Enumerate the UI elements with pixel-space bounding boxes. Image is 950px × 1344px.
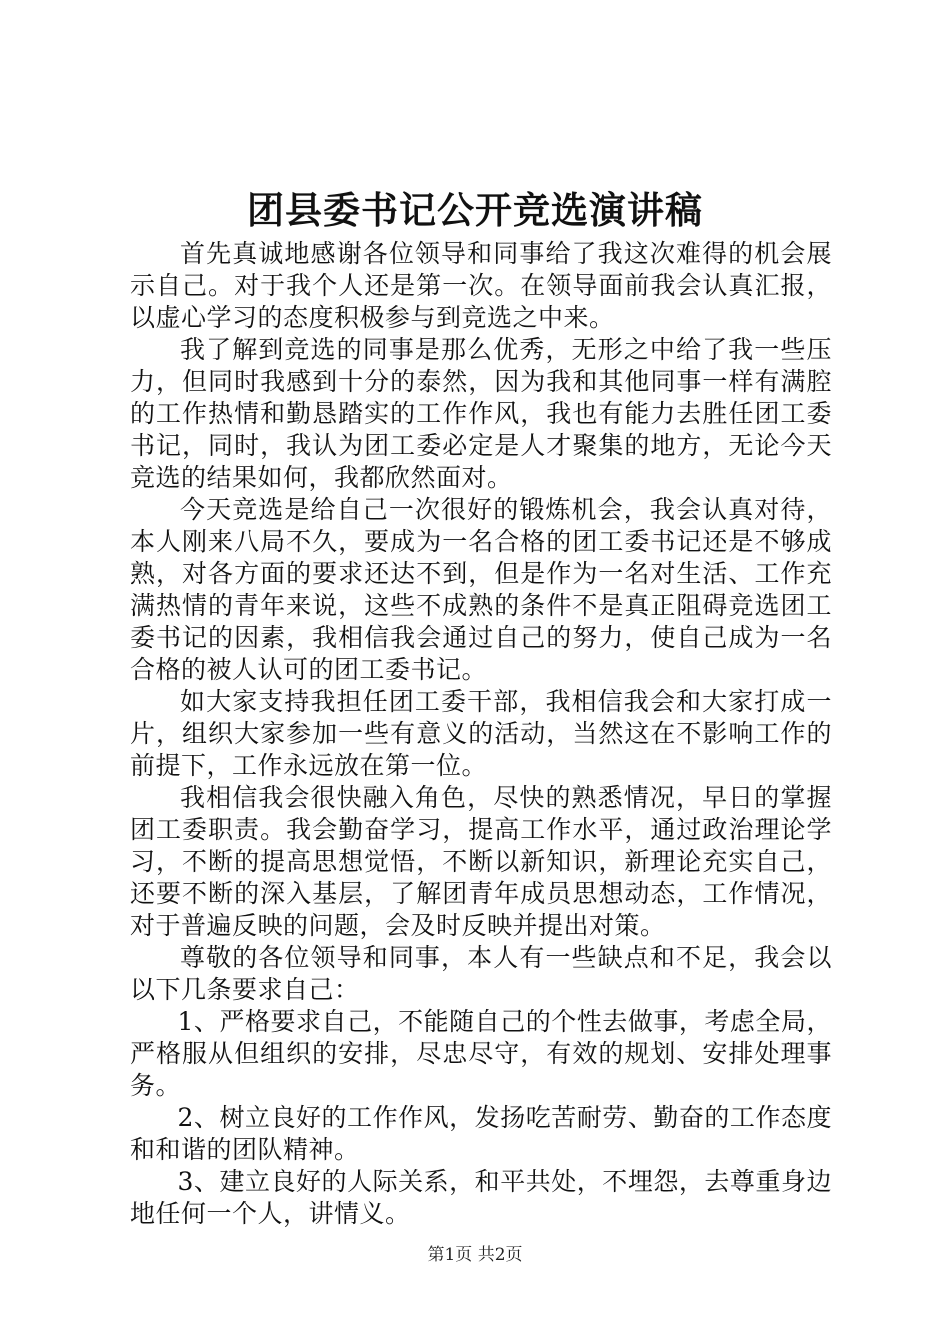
list-item: 3、建立良好的人际关系，和平共处，不埋怨，去尊重身边地任何一个人，讲情义。	[130, 1167, 832, 1228]
list-item: 2、树立良好的工作作风，发扬吃苦耐劳、勤奋的工作态度和和谐的团队精神。	[130, 1103, 832, 1164]
list-item: 1、严格要求自己，不能随自己的个性去做事，考虑全局，严格服从但组织的安排，尽忠尽守，有效的规划、安排处理事务。	[130, 1007, 832, 1100]
page-footer: 第1页 共2页	[427, 1245, 523, 1265]
document-body	[130, 238, 832, 1230]
paragraph: 我了解到竞选的同事是那么优秀，无形之中给了我一些压力，但同时我感到十分的泰然，因为我和其他同事一样有满腔的工作热情和勤恳踏实的工作作风，我也有能力去胜任团工委书记，同时，我认为团工委必定是人才聚集的地方，无论今天竞选的结果如何，我都欣然面对。	[130, 335, 832, 492]
paragraph: 首先真诚地感谢各位领导和同事给了我这次难得的机会展示自己。对于我个人还是第一次。在领导面前我会认真汇报，以虚心学习的态度积极参与到竞选之中来。	[130, 239, 832, 332]
paragraph: 如大家支持我担任团工委干部，我相信我会和大家打成一片，组织大家参加一些有意义的活动，当然这在不影响工作的前提下，工作永远放在第一位。	[130, 687, 832, 780]
document-title: 团县委书记公开竞选演讲稿	[247, 188, 703, 232]
paragraph: 尊敬的各位领导和同事，本人有一些缺点和不足，我会以以下几条要求自己：	[130, 943, 832, 1004]
paragraph: 今天竞选是给自己一次很好的锻炼机会，我会认真对待，本人刚来八局不久，要成为一名合格的团工委书记还是不够成熟，对各方面的要求还达不到，但是作为一名对生活、工作充满热情的青年来说，这些不成熟的条件不是真正阻碍竞选团工委书记的因素，我相信我会通过自己的努力，使自己成为一名合格的被人认可的团工委书记。	[130, 495, 832, 684]
paragraph: 我相信我会很快融入角色，尽快的熟悉情况，早日的掌握团工委职责。我会勤奋学习，提高工作水平，通过政治理论学习，不断的提高思想觉悟，不断以新知识，新理论充实自己，还要不断的深入基层，了解团青年成员思想动态，工作情况，对于普遍反映的问题，会及时反映并提出对策。	[130, 783, 832, 940]
